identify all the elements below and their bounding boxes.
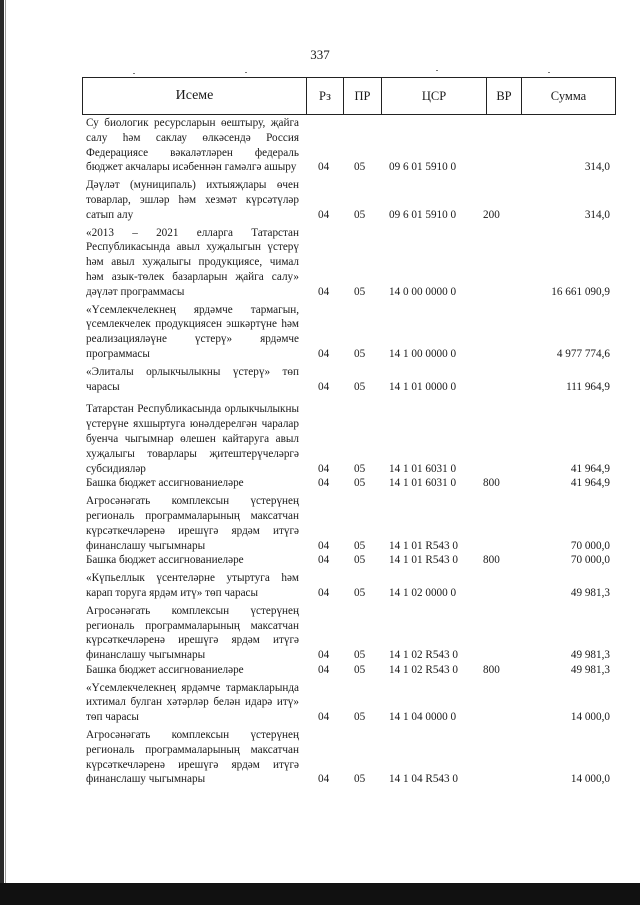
row-name: «Элиталы орлыкчылыкны үстерү» төп чарасы [86,365,299,393]
table-row [86,571,610,601]
row-pr: 05 [354,285,366,298]
table-row [86,663,610,678]
table-body [86,116,610,787]
row-sum: 70 000,0 [570,539,610,552]
row-rz: 04 [318,663,330,676]
row-rz: 04 [318,208,330,221]
row-csr: 14 1 04 R543 0 [389,773,458,786]
header-sum: Сумма [521,78,615,114]
row-sum: 16 661 090,9 [551,285,610,298]
row-sum: 314,0 [584,161,610,174]
scan-speck [436,70,438,71]
header-csr: ЦСР [381,78,486,114]
table-row [86,226,610,300]
row-vr: 800 [483,477,500,490]
row-sum: 49 981,3 [570,663,610,676]
row-name: Су биологик ресурсларын өештыру, җайга салу һәм саклау өлкәсендә Россия Федерациясе вәкаләтләрен федераль бюджет акчалары исәбеннән гамәлгә ашыру [86,117,299,174]
row-pr: 05 [354,649,366,662]
row-rz: 04 [318,649,330,662]
row-vr: 800 [483,554,500,567]
table-header [82,77,616,115]
row-pr: 05 [354,477,366,490]
row-name: Татарстан Республикасында орлыкчылыкны үстерүне яхшыртуга юнәлдерелгән чаралар буенча чыгымнар өлешен кайтаруга авыл хуҗалыгы товарлары җитештерүчеләргә субсидияләр [86,403,299,475]
row-name: Башка бюджет ассигнованиеләре [86,477,244,490]
header-rz: Рз [306,78,343,114]
row-sum: 111 964,9 [566,380,610,393]
header-name: Исеме [175,88,214,103]
table-row [86,553,610,568]
row-rz: 04 [318,285,330,298]
row-csr: 14 1 00 0000 0 [389,347,457,360]
row-sum: 14 000,0 [570,711,610,724]
row-rz: 04 [318,711,330,724]
row-csr: 14 1 01 6031 0 [389,477,457,490]
row-csr: 14 1 02 R543 0 [389,663,458,676]
row-pr: 05 [354,773,366,786]
row-name: Агросәнәгать комплексын үстерүнең региональ программаларының максатчан күрсәткечләренә ирешүгә ярдәм итүгә финанслашу чыгымнары [86,729,299,786]
row-csr: 14 1 01 R543 0 [389,539,458,552]
scan-speck [245,72,247,73]
table-row [86,494,610,553]
row-sum: 70 000,0 [570,554,610,567]
row-pr: 05 [354,380,366,393]
row-rz: 04 [318,161,330,174]
row-sum: 49 981,3 [570,649,610,662]
row-pr: 05 [354,663,366,676]
row-sum: 314,0 [584,208,610,221]
table-row [86,402,610,476]
row-csr: 14 1 01 R543 0 [389,554,458,567]
row-pr: 05 [354,711,366,724]
scan-left-edge-line [5,0,6,905]
row-rz: 04 [318,477,330,490]
row-pr: 05 [354,586,366,599]
row-csr: 14 1 02 0000 0 [389,586,457,599]
row-csr: 14 0 00 0000 0 [389,285,457,298]
row-sum: 14 000,0 [570,773,610,786]
table-row [86,604,610,663]
row-sum: 49 981,3 [570,586,610,599]
table-row [86,365,610,395]
page-number: 337 [310,47,330,62]
row-rz: 04 [318,554,330,567]
row-vr: 200 [483,208,500,221]
row-csr: 14 1 04 0000 0 [389,711,457,724]
row-pr: 05 [354,208,366,221]
row-pr: 05 [354,462,366,475]
row-csr: 09 6 01 5910 0 [389,161,457,174]
row-name: «Үсемлекчелекнең ярдәмче тармагын, үсемлекчелек продукциясен эшкәртүне һәм реализацияләүне үстерү» ярдәмче программасы [86,303,299,360]
row-name: Агросәнәгать комплексын үстерүнең региональ программаларының максатчан күрсәткечләренә ирешүгә ярдәм итүгә финанслашу чыгымнары [86,495,299,552]
table-row [86,303,610,362]
row-name: «Үсемлекчелекнең ярдәмче тармакларында ихтимал булган хәтәрләр белән идарә итү» төп чарасы [86,681,299,724]
row-csr: 14 1 01 0000 0 [389,380,457,393]
row-rz: 04 [318,347,330,360]
scan-bottom-edge [0,883,640,905]
row-vr: 800 [483,663,500,676]
row-pr: 05 [354,161,366,174]
row-pr: 05 [354,539,366,552]
row-rz: 04 [318,586,330,599]
row-csr: 14 1 02 R543 0 [389,649,458,662]
table-row [86,116,610,175]
row-name: «2013 – 2021 елларга Татарстан Республикасында авыл хуҗалыгын үстерү һәм авыл хуҗалыгы продукциясе, чимал һәм азык-төлек базарларын җайга салу» дәүләт программасы [86,226,299,298]
table-row [86,178,610,222]
row-rz: 04 [318,539,330,552]
table-row [86,728,610,787]
row-pr: 05 [354,554,366,567]
row-sum: 41 964,9 [570,477,610,490]
row-rz: 04 [318,462,330,475]
header-vr: ВР [486,78,521,114]
row-sum: 4 977 774,6 [556,347,610,360]
scan-left-edge [0,0,4,905]
row-csr: 14 1 01 6031 0 [389,462,457,475]
row-pr: 05 [354,347,366,360]
table-row [86,681,610,725]
scan-speck [133,73,135,74]
scan-speck [548,72,550,73]
row-sum: 41 964,9 [570,462,610,475]
row-name: Дәүләт (муниципаль) ихтыяҗлары өчен товарлар, эшләр һәм хезмәт күрсәтүләр сатып алу [86,179,299,221]
row-name: Башка бюджет ассигнованиеләре [86,663,244,676]
header-pr: ПР [343,78,381,114]
row-name: Агросәнәгать комплексын үстерүнең региональ программаларының максатчан күрсәткечләренә ирешүгә ярдәм итүгә финанслашу чыгымнары [86,604,299,662]
row-rz: 04 [318,380,330,393]
table-row [86,476,610,491]
row-name: «Күпьеллык үсентеләрне утыртуга һәм карап торуга ярдәм итү» төп чарасы [86,572,299,599]
row-rz: 04 [318,773,330,786]
row-csr: 09 6 01 5910 0 [389,208,457,221]
row-name: Башка бюджет ассигнованиеләре [86,554,244,567]
